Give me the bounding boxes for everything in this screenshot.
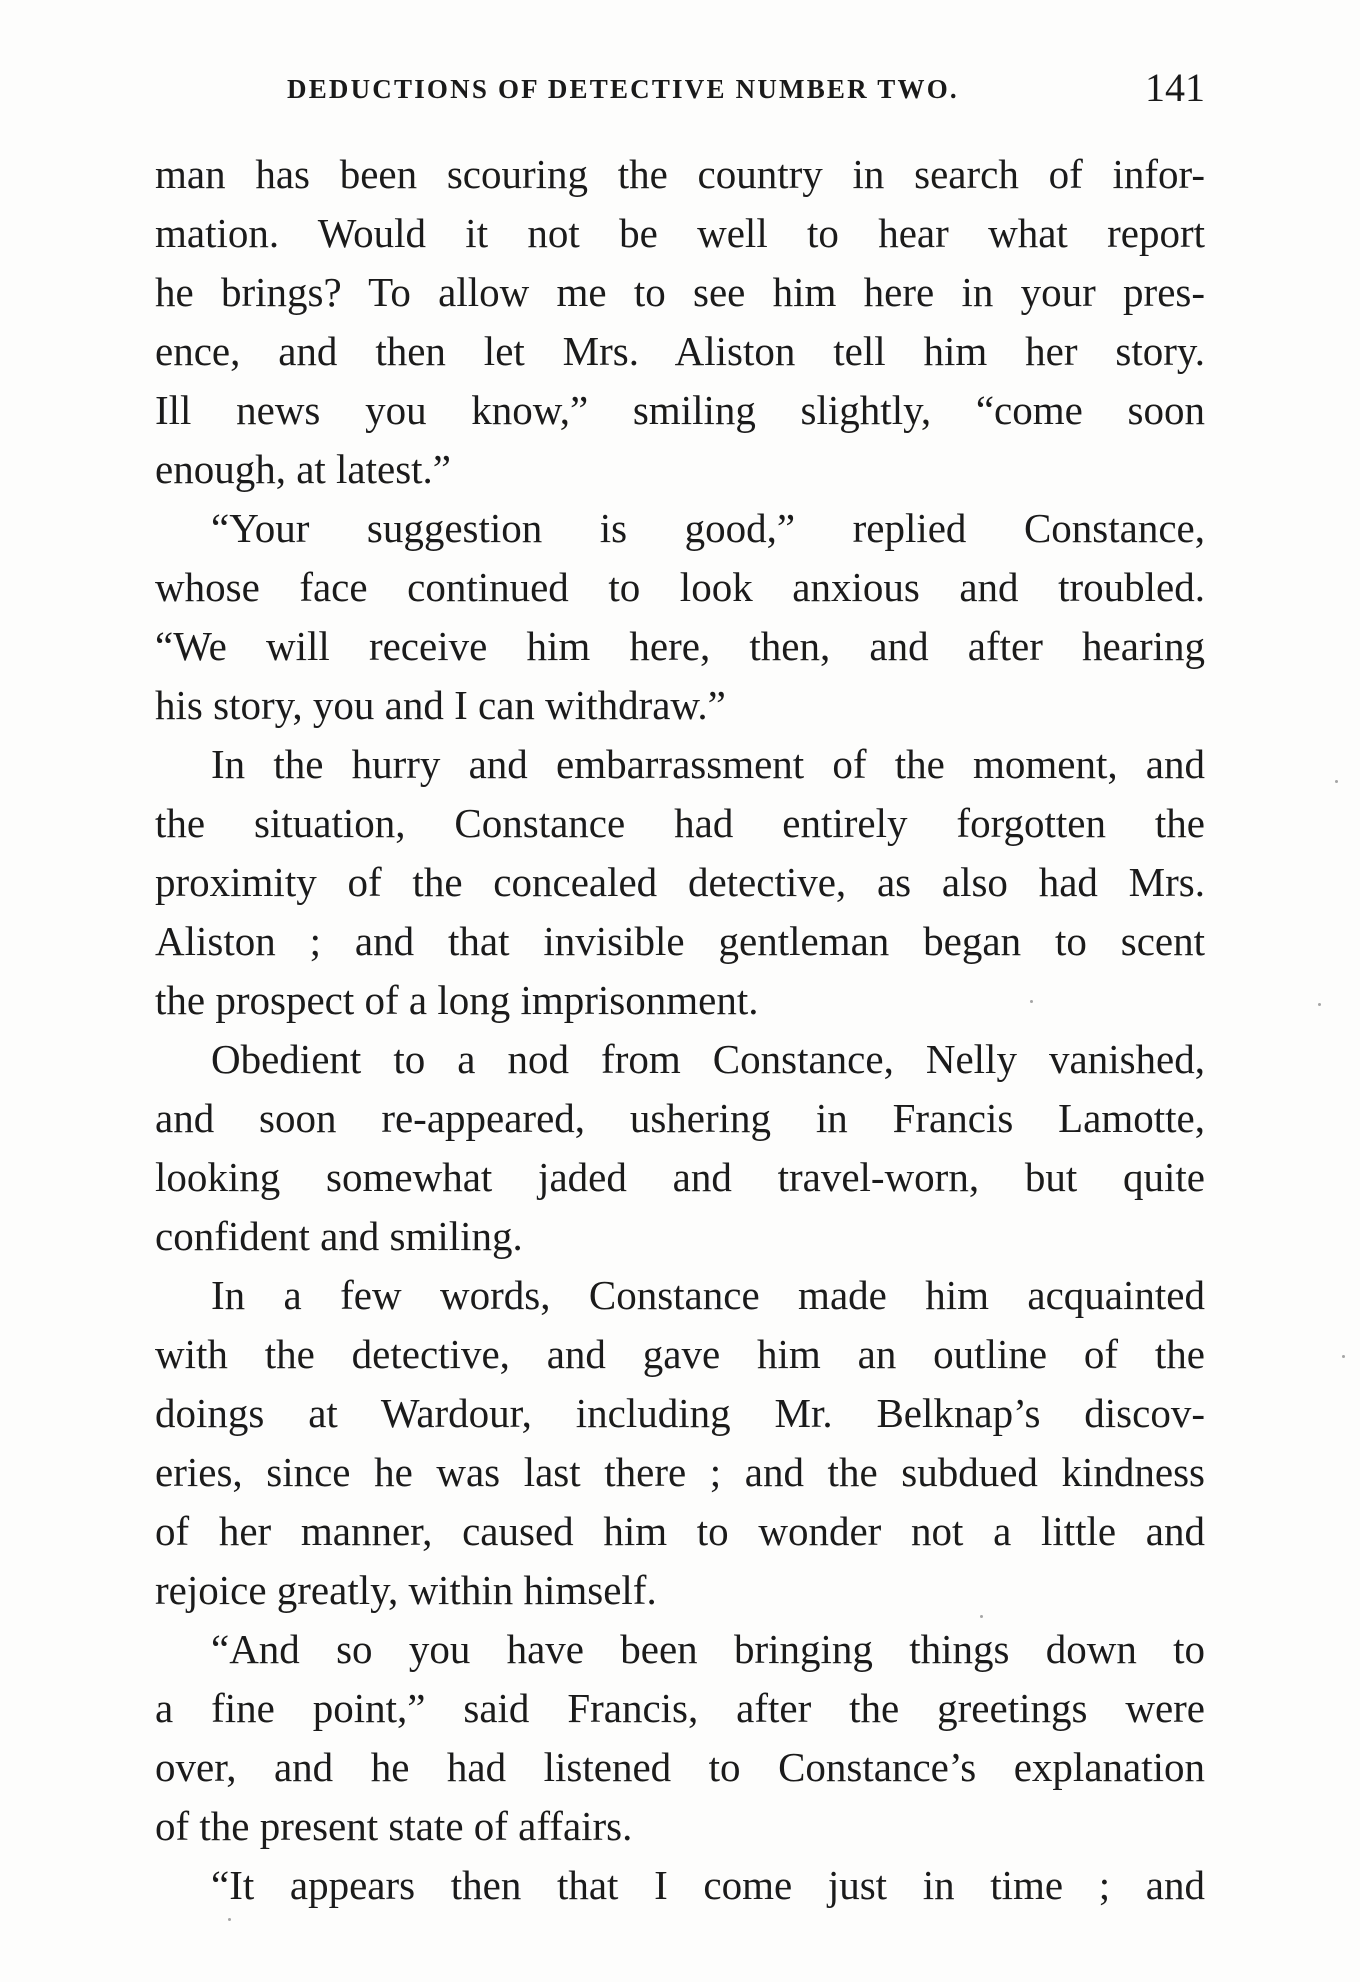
text-line: proximity of the concealed detective, as also had Mrs. (155, 859, 1205, 905)
page-number: 141 (1145, 65, 1205, 110)
body-text (155, 145, 1205, 1915)
text-line: whose face continued to look anxious and troubled. (155, 564, 1205, 610)
print-speck (980, 1615, 983, 1618)
text-line: Aliston ; and that invisible gentleman began to scent (155, 918, 1205, 964)
text-line: looking somewhat jaded and travel-worn, but quite (155, 1154, 1205, 1200)
print-speck (1318, 1003, 1321, 1006)
text-line: doings at Wardour, including Mr. Belknap’s discov- (155, 1390, 1205, 1436)
text-line: “Your suggestion is good,” replied Constance, (211, 505, 1205, 551)
text-line: Obedient to a nod from Constance, Nelly vanished, (211, 1036, 1205, 1082)
text-line: “It appears then that I come just in time ; and (211, 1862, 1205, 1908)
text-line: enough, at latest.” (155, 446, 452, 492)
text-line: rejoice greatly, within himself. (155, 1567, 657, 1613)
text-line: over, and he had listened to Constance’s explanation (155, 1744, 1205, 1790)
text-line: ence, and then let Mrs. Aliston tell him her story. (155, 328, 1205, 374)
print-speck (1342, 1355, 1345, 1358)
text-line: a fine point,” said Francis, after the greetings were (155, 1685, 1205, 1731)
text-line: Ill news you know,” smiling slightly, “come soon (155, 387, 1205, 433)
text-line: In the hurry and embarrassment of the moment, and (211, 741, 1205, 787)
print-speck (228, 1918, 231, 1921)
text-line: the situation, Constance had entirely forgotten the (155, 800, 1205, 846)
text-line: of the present state of affairs. (155, 1803, 633, 1849)
print-speck (1030, 1000, 1033, 1003)
text-line: man has been scouring the country in search of infor- (155, 151, 1205, 197)
text-line: he brings? To allow me to see him here in your pres- (155, 269, 1205, 315)
print-speck (1335, 780, 1338, 783)
text-line: “And so you have been bringing things down to (211, 1626, 1205, 1672)
text-line: his story, you and I can withdraw.” (155, 682, 726, 728)
text-line: In a few words, Constance made him acquainted (211, 1272, 1205, 1318)
text-line: confident and smiling. (155, 1213, 523, 1259)
running-title: DEDUCTIONS OF DETECTIVE NUMBER TWO. (287, 74, 959, 104)
text-line: with the detective, and gave him an outline of the (155, 1331, 1205, 1377)
text-line: eries, since he was last there ; and the subdued kindness (155, 1449, 1205, 1495)
text-line: and soon re-appeared, ushering in Francis Lamotte, (155, 1095, 1205, 1141)
running-head (155, 64, 1205, 124)
text-line: mation. Would it not be well to hear what report (155, 210, 1205, 256)
text-line: the prospect of a long imprisonment. (155, 977, 759, 1023)
text-line: of her manner, caused him to wonder not a little and (155, 1508, 1205, 1554)
text-line: “We will receive him here, then, and after hearing (155, 623, 1205, 669)
